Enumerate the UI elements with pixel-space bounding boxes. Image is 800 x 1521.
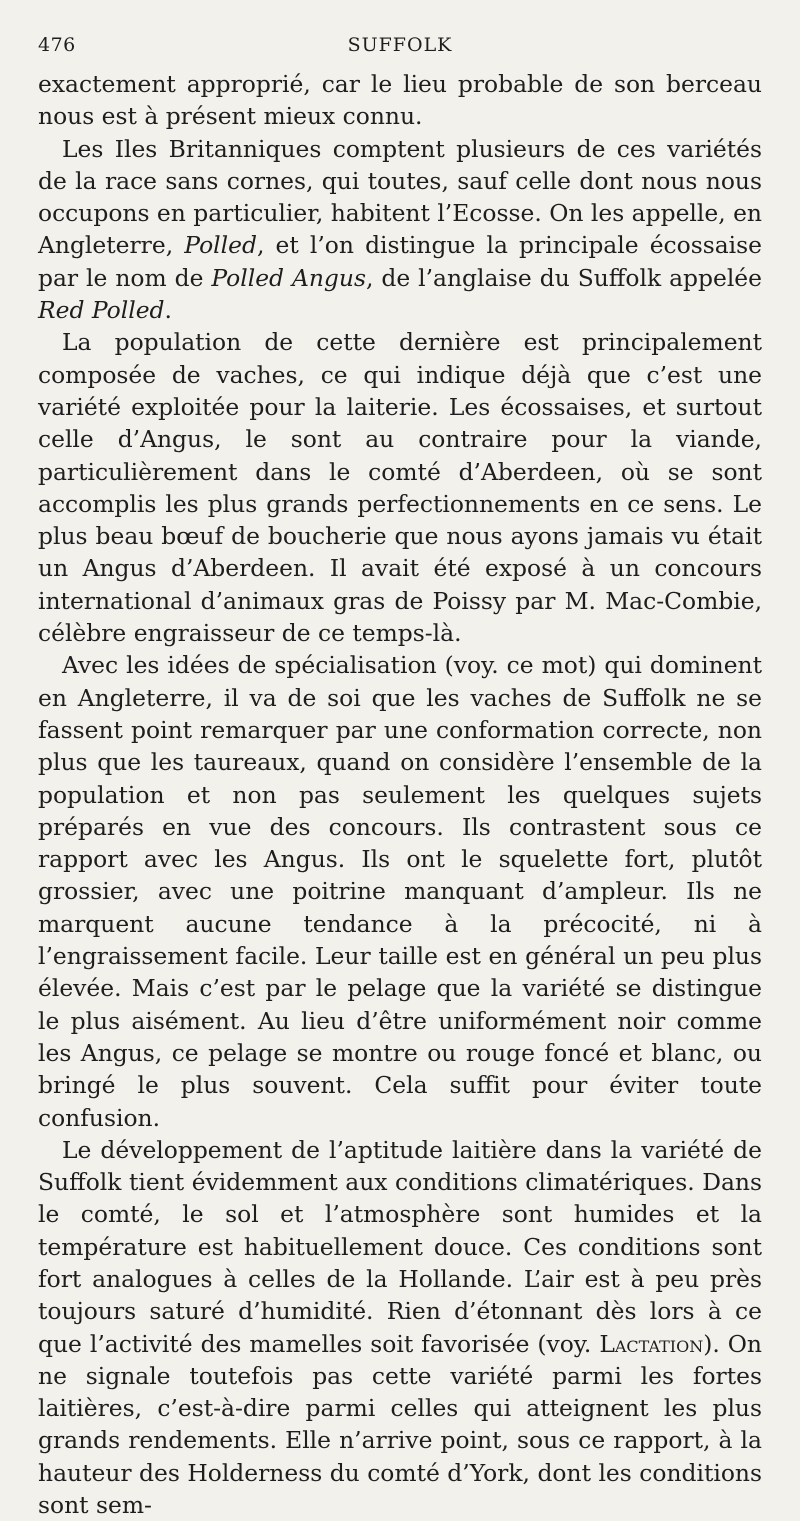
text-run: Les Iles Britanniques comptent plusieurs de ces variétés de la race sans cornes, qui toutes, sauf celle dont nous nous occupons en particulier, habitent l’Ecosse. On les appelle, en Angleterre,: [38, 134, 762, 260]
text-run: .: [164, 296, 172, 325]
body-text: [38, 68, 762, 1521]
paragraph-specialisation: [38, 649, 762, 1133]
page-number: 476: [38, 34, 76, 56]
text-run: ). On ne signale toutefois pas cette variété parmi les fortes laitières, c’est-à-dire parmi celles qui atteignent les plus grands rendements. Elle n’arrive point, sous ce rapport, à la hauteur des Holderness du comté d’York, dont les conditions sont sem-: [38, 1329, 762, 1520]
italic-term-polled: Polled: [184, 231, 257, 260]
paragraph-dairy-aptitude: [38, 1134, 762, 1521]
paragraph-continuation: [38, 68, 762, 133]
text-run: exactement approprié, car le lieu probable de son berceau nous est à présent mieux connu.: [38, 70, 762, 131]
text-run: Le développement de l’aptitude laitière dans la variété de Suffolk tient évidemment aux conditions climatériques. Dans le comté, le sol et l’atmosphère sont humides et la température est habituellement douce. Ces conditions sont fort analogues à celles de la Hollande. L’air est à peu près toujours saturé d’humidité. Rien d’étonnant dès lors à ce que l’activité des mamelles soit favorisée (voy.: [38, 1135, 762, 1358]
paragraph-population: [38, 326, 762, 649]
text-run: La population de cette dernière est principalement composée de vaches, ce qui indique déjà que c’est une variété exploitée pour la laiterie. Les écossaises, et surtout celle d’Angus, le sont au contraire pour la viande, particulièrement dans le comté d’Aberdeen, où se sont accomplis les plus grands perfectionnements en ce sens. Le plus beau bœuf de boucherie que nous ayons jamais vu était un Angus d’Aberdeen. Il avait été exposé à un concours international d’animaux gras de Poissy par M. Mac-Combie, célèbre engraisseur de ce temps-là.: [38, 328, 762, 648]
italic-term-red-polled: Red Polled: [38, 296, 165, 325]
smallcaps-term-lactation: Lactation: [599, 1329, 704, 1358]
paragraph-polled-varieties: [38, 133, 762, 327]
text-run: Avec les idées de spécialisation (voy. ce mot) qui dominent en Angleterre, il va de soi que les vaches de Suffolk ne se fassent point remarquer par une conformation correcte, non plus que les taureaux, quand on considère l’ensemble de la population et non pas seulement les quelques sujets préparés en vue des concours. Ils contrastent sous ce rapport avec les Angus. Ils ont le squelette fort, plutôt grossier, avec une poitrine manquant d’ampleur. Ils ne marquent aucune tendance à la précocité, ni à l’engraissement facile. Leur taille est en général un peu plus élevée. Mais c’est par le pelage que la variété se distingue le plus aisément. Au lieu d’être uniformément noir comme les Angus, ce pelage se montre ou rouge foncé et blanc, ou bringé le plus souvent. Cela suffit pour éviter toute confusion.: [38, 651, 762, 1132]
italic-term-polled-angus: Polled Angus: [211, 263, 366, 292]
text-run: , et l’on distingue la principale écossaise par le nom de: [38, 231, 763, 292]
running-title: SUFFOLK: [347, 34, 453, 56]
text-run: , de l’anglaise du Suffolk appelée: [365, 263, 762, 292]
running-header: [38, 34, 762, 68]
